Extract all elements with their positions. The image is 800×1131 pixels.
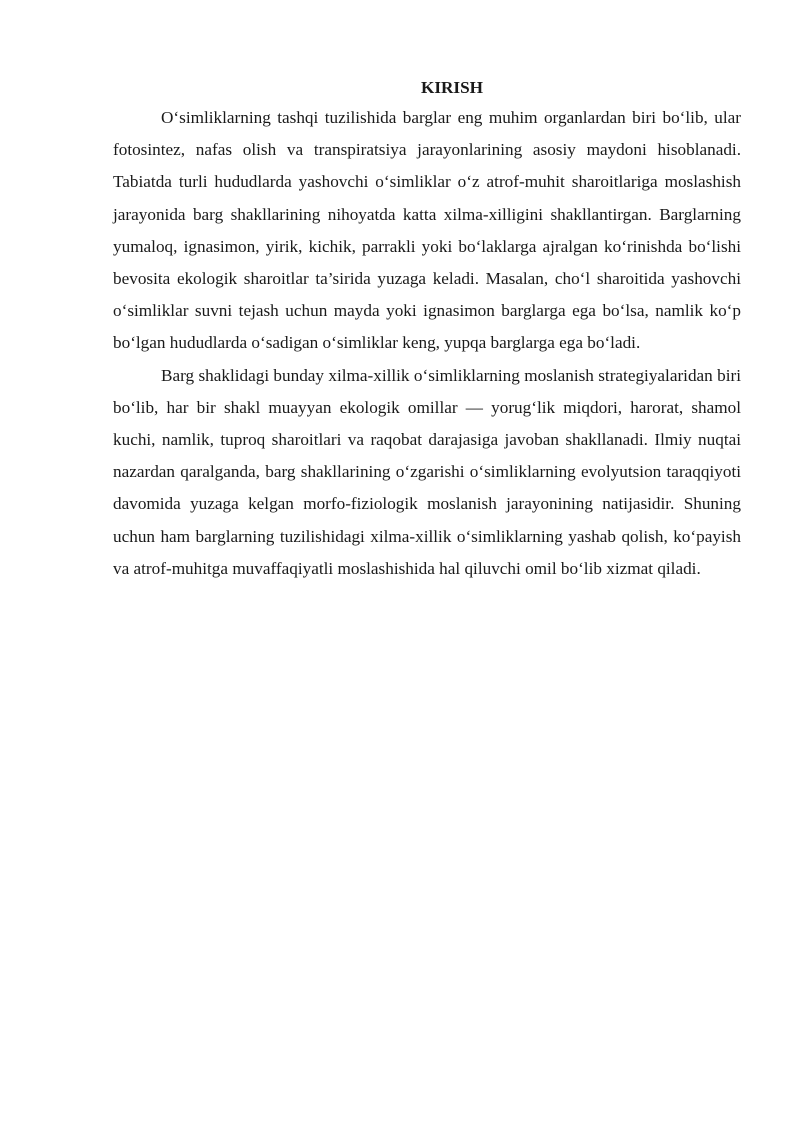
- paragraph-1: O‘simliklarning tashqi tuzilishida barglar eng muhim organlardan biri bo‘lib, ular fotosintez, nafas olish va transpiratsiya jarayonlarining asosiy maydoni hisoblanadi. Tabiatda turli hududlarda yashovchi o‘simliklar o‘z atrof-muhit sharoitlariga moslashish jarayonida barg shakllarining nihoyatda katta xilma-xilligini shakllantirgan. Barglarning yumaloq, ignasimon, yirik, kichik, parrakli yoki bo‘laklarga ajralgan ko‘rinishda bo‘lishi bevosita ekologik sharoitlar ta’sirida yuzaga keladi. Masalan, cho‘l sharoitida yashovchi o‘simliklar suvni tejash uchun mayda yoki ignasimon barglarga ega bo‘lsa, namlik ko‘p bo‘lgan hududlarda o‘sadigan o‘simliklar keng, yupqa barglarga ega bo‘ladi.: [113, 108, 741, 353]
- paragraph-2: Barg shaklidagi bunday xilma-xillik o‘simliklarning moslanish strategiyalaridan biri bo‘lib, har bir shakl muayyan ekologik omillar — yorug‘lik miqdori, harorat, shamol kuchi, namlik, tuproq sharoitlari va raqobat darajasiga javoban shakllanadi. Ilmiy nuqtai nazardan qaralganda, barg shakllarining o‘zgarishi o‘simliklarning evolyutsion taraqqiyoti davomida yuzaga kelgan morfo-fiziologik moslanish jarayonining natijasidir. Shuning uchun ham barglarning tuzilishidagi xilma-xillik o‘simliklarning yashab qolish, ko‘payish va atrof-muhitga muvaffaqiyatli moslashishida hal qiluvchi omil bo‘lib xizmat qiladi.: [113, 365, 741, 578]
- document-body: [113, 74, 741, 585]
- section-title: KIRISH: [420, 78, 484, 97]
